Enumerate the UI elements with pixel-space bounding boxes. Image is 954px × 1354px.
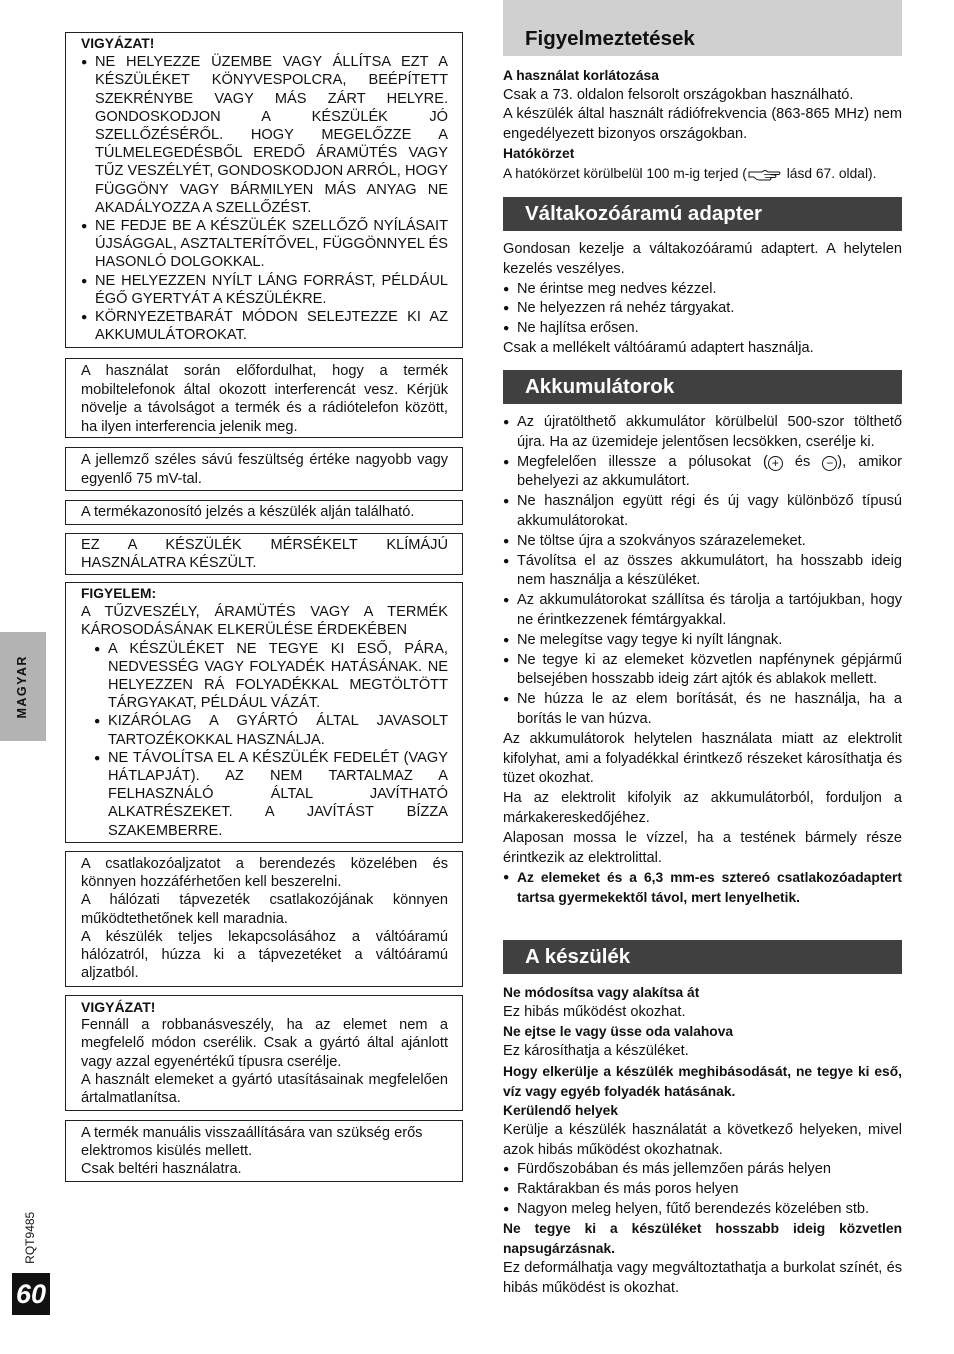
paragraph: Csak a mellékelt váltóáramú adaptert használja. bbox=[503, 339, 814, 356]
paragraph: Ez deformálhatja vagy megváltoztathatja a burkolat színét, és hibás működést is okozhat. bbox=[503, 1259, 902, 1296]
reset-box bbox=[65, 1120, 463, 1182]
list-item: ● Ne hajlítsa erősen. bbox=[503, 319, 902, 339]
paragraph: Csak a 73. oldalon felsorolt országokban használható. bbox=[503, 86, 854, 103]
list-item: ● Távolítsa el az összes akkumulátort, ha hosszabb ideig nem használja a készüléket. bbox=[503, 552, 902, 592]
adapter-section bbox=[503, 240, 902, 359]
list-item: ● Fürdőszobában és más jellemzően párás helyen bbox=[503, 1160, 902, 1180]
interference-text: A használat során előfordulhat, hogy a termék mobiltelefonok által okozott interferencát vesz. Kérjük növelje a távolságot a termék és a rádiótelefon között, ha ilyen interferencia jelenik meg. bbox=[81, 363, 448, 435]
bold-list-item: ● Az elemeket és a 6,3 mm-es sztereó csatlakozóadaptert tartsa gyermekektől távol, mert lenyelhetik. bbox=[503, 868, 902, 908]
page-number: 60 bbox=[12, 1273, 50, 1315]
list-item: ● Nagyon meleg helyen, fűtő berendezés közelében stb. bbox=[503, 1200, 902, 1220]
warning-item: ● NE HELYEZZE ÜZEMBE VAGY ÁLLÍTSA EZT A KÉSZÜLÉKET KÖNYVESPOLCRA, BEÉPÍTETT SZEKRÉNYBE VAGY MÁS ZÁRT HELYRE. GONDOSKODJON A KÉSZÜLÉK JÓ SZELLŐZÉSÉRŐL. HOGY MEGELŐZZE A TÚLMELEGEDÉSBŐL EREDŐ ÁRAMÜTÉS VAGY TŰZ VESZÉLYÉT, GONDOSKODJON ARRÓL, HOGY FÜGGÖNY VAGY BÁRMILYEN MÁS ANYAG NE AKADÁLYOZZA A SZELLŐZÉST. bbox=[81, 53, 448, 217]
reset-text: Csak beltéri használatra. bbox=[81, 1161, 242, 1178]
paragraph: A készülék által használt rádiófrekvencia (863-865 MHz) nem engedélyezett bizonyos országokban. bbox=[503, 106, 902, 142]
warning-item: ● NE HELYEZZEN NYÍLT LÁNG FORRÁST, PÉLDÁUL ÉGŐ GYERTYÁT A KÉSZÜLÉKRE. bbox=[81, 272, 448, 308]
climate-text: EZ A KÉSZÜLÉK MÉRSÉKELT KLÍMÁJÚ HASZNÁLATRA KÉSZÜLT. bbox=[81, 537, 448, 572]
socket-box bbox=[65, 851, 463, 987]
battery-warning-box bbox=[65, 995, 463, 1111]
socket-text: A csatlakozóaljzatot a berendezés közelében és könnyen hozzáférhetően kell beszerelni. bbox=[81, 856, 448, 891]
warning-item: ● KÖRNYEZETBARÁT MÓDON SELEJTEZZE KI AZ AKKUMULÁTOROKAT. bbox=[81, 308, 448, 344]
subheading: Ne tegye ki a készüléket hosszabb ideig közvetlen napsugárzásnak. bbox=[503, 1221, 902, 1257]
range-text-after: lásd 67. oldal). bbox=[782, 165, 877, 181]
language-tab-label: MAGYAR bbox=[15, 654, 30, 719]
list-item: ● Az akkumulátorokat szállítsa és tárolja a tartójukban, hogy ne érintkezzenek fémtárgyakkal. bbox=[503, 591, 902, 631]
list-item: ● Az újratölthető akkumulátor körülbelül 500-szor tölthető újra. Ha az üzemideje jelentősen lecsökken, cserélje ki. bbox=[503, 413, 902, 453]
unit-section bbox=[503, 983, 902, 1298]
document-code-text: RQT9485 bbox=[23, 1211, 38, 1265]
pointing-hand-icon bbox=[748, 166, 782, 188]
plus-pole-icon: + bbox=[768, 456, 783, 471]
subheading: Ne ejtse le vagy üsse oda valahova bbox=[503, 1024, 734, 1040]
list-item: ● Ne helyezzen rá nehéz tárgyakat. bbox=[503, 299, 902, 319]
paragraph: Kerülje a készülék használatát a következő helyeken, mivel azok hibás működést okozhatnak. bbox=[503, 1121, 902, 1158]
caution-box-fire bbox=[65, 582, 463, 843]
paragraph: Az akkumulátorok helytelen használata miatt az elektrolit kifolyhat, ami a folyadékkal érintkező részeket károsíthatja és tüzet okozhat. bbox=[503, 730, 902, 787]
battery-warning-text: Fennáll a robbanásveszély, ha az elemet nem a megfelelő módon cserélik. Csak a gyártó által ajánlott vagy azzal egyenértékű típusra cserélje. bbox=[81, 1017, 448, 1070]
list-item: ● Ne használjon együtt régi és új vagy különböző típusú akkumulátorokat. bbox=[503, 492, 902, 532]
section-heading-text: Akkumulátorok bbox=[525, 375, 675, 398]
section-heading-text: Figyelmeztetések bbox=[525, 27, 695, 50]
batteries-section bbox=[503, 413, 902, 908]
list-item: ● Ne húzza le az elem borítását, és ne használja, ha a borítás le van húzva. bbox=[503, 690, 902, 730]
warning-box-ventilation bbox=[65, 32, 463, 348]
battery-warning-title: VIGYÁZAT! bbox=[81, 999, 156, 1015]
socket-text: A készülék teljes lekapcsolásához a váltóáramú hálózatról, húzza ki a tápvezetéket a váltóáramú aljzatból. bbox=[81, 928, 448, 982]
list-item-text: Megfelelően illessze a pólusokat ( bbox=[517, 453, 768, 470]
list-item-text: ), amikor behelyezi az akkumulátort. bbox=[517, 453, 902, 490]
caution-title: FIGYELEM: bbox=[81, 586, 157, 601]
list-item bbox=[503, 453, 902, 493]
range-text-before: A hatókörzet körülbelül 100 m-ig terjed ( bbox=[503, 165, 747, 181]
minus-pole-icon: − bbox=[822, 456, 837, 471]
list-item: ● Ne melegítse vagy tegye ki nyílt lángnak. bbox=[503, 631, 902, 651]
list-item: ● Ne érintse meg nedves kézzel. bbox=[503, 280, 902, 300]
climate-box bbox=[65, 533, 463, 575]
section-heading-adapter bbox=[503, 197, 902, 231]
caution-item: ● KIZÁRÓLAG A GYÁRTÓ ÁLTAL JAVASOLT TARTOZÉKOKKAL HASZNÁLJA. bbox=[94, 712, 448, 748]
section-heading-text: A készülék bbox=[525, 945, 631, 968]
language-tab bbox=[0, 632, 46, 741]
subheading: Hatókörzet bbox=[503, 146, 575, 162]
section-heading-unit bbox=[503, 940, 902, 974]
list-item: ● Raktárakban és más poros helyen bbox=[503, 1180, 902, 1200]
paragraph: Ez hibás működést okozhat. bbox=[503, 1003, 686, 1020]
id-mark-box bbox=[65, 500, 463, 525]
warning-item: ● NE FEDJE BE A KÉSZÜLÉK SZELLŐZŐ NYÍLÁSAIT ÚJSÁGGAL, ASZTALTERÍTŐVEL, FÜGGÖNNYEL ÉS HASONLÓ DOLGOKKAL. bbox=[81, 217, 448, 272]
section-heading-cautions bbox=[503, 0, 902, 56]
document-code bbox=[20, 1205, 42, 1271]
socket-text: A hálózati tápvezeték csatlakozójának könnyen működtethetőnek kell maradnia. bbox=[81, 892, 448, 927]
subheading: Ne módosítsa vagy alakítsa át bbox=[503, 985, 700, 1000]
caution-item: ● A KÉSZÜLÉKET NE TEGYE KI ESŐ, PÁRA, NEDVESSÉG VAGY FOLYADÉK HATÁSÁNAK. NE HELYEZZEN RÁ FOLYADÉKKAL MEGTÖLTÖTT TÁRGYAKAT, PÉLDÁUL VÁZÁT. bbox=[94, 640, 448, 713]
caution-item: ● NE TÁVOLÍTSA EL A KÉSZÜLÉK FEDELÉT (VAGY HÁTLAPJÁT). AZ NEM TARTALMAZ A FELHASZNÁLÓ ÁLTAL JAVÍTHATÓ ALKATRÉSZEKET. A JAVÍTÁST BÍZZA SZAKEMBERRE. bbox=[94, 749, 448, 840]
list-item: ● Ne töltse újra a szokványos szárazelemeket. bbox=[503, 532, 902, 552]
paragraph: Alaposan mossa le vízzel, ha a testének bármely része érintkezik az elektrolittal. bbox=[503, 829, 902, 866]
paragraph: Gondosan kezelje a váltakozóáramú adaptert. A helytelen kezelés veszélyes. bbox=[503, 241, 902, 277]
caution-intro: A TŰZVESZÉLY, ÁRAMÜTÉS VAGY A TERMÉK KÁROSODÁSÁNAK ELKERÜLÉSE ÉRDEKÉBEN bbox=[81, 604, 448, 639]
section-heading-text: Váltakozóáramú adapter bbox=[525, 202, 762, 225]
list-item-text: és bbox=[782, 453, 823, 470]
list-item: ● Ne tegye ki az elemeket közvetlen napfénynek gépjármű belsejében hosszabb ideig zárt ajtók és ablakok mellett. bbox=[503, 651, 902, 691]
section-heading-batteries bbox=[503, 370, 902, 404]
warning-title: VIGYÁZAT! bbox=[81, 36, 155, 51]
subheading: Hogy elkerülje a készülék meghibásodását, ne tegye ki eső, víz vagy egyéb folyadék hatásának. bbox=[503, 1063, 902, 1099]
voltage-box bbox=[65, 447, 463, 491]
id-mark-text: A termékazonosító jelzés a készülék alján található. bbox=[81, 504, 415, 520]
subheading: A használat korlátozása bbox=[503, 68, 659, 83]
reset-text: A termék manuális visszaállítására van szükség erős elektromos kisülés mellett. bbox=[81, 1125, 423, 1160]
interference-box bbox=[65, 358, 463, 438]
paragraph: Ez károsíthatja a készüléket. bbox=[503, 1043, 689, 1060]
subheading: Kerülendő helyek bbox=[503, 1103, 619, 1119]
battery-warning-text: A használt elemeket a gyártó utasításainak megfelelően ártalmatlanítsa. bbox=[81, 1071, 448, 1107]
cautions-section bbox=[503, 66, 902, 188]
voltage-text: A jellemző széles sávú feszültség értéke nagyobb vagy egyenlő 75 mV-tal. bbox=[81, 452, 448, 487]
paragraph: Ha az elektrolit kifolyik az akkumulátorból, forduljon a márkakereskedőjéhez. bbox=[503, 790, 902, 826]
range-paragraph bbox=[503, 164, 902, 188]
